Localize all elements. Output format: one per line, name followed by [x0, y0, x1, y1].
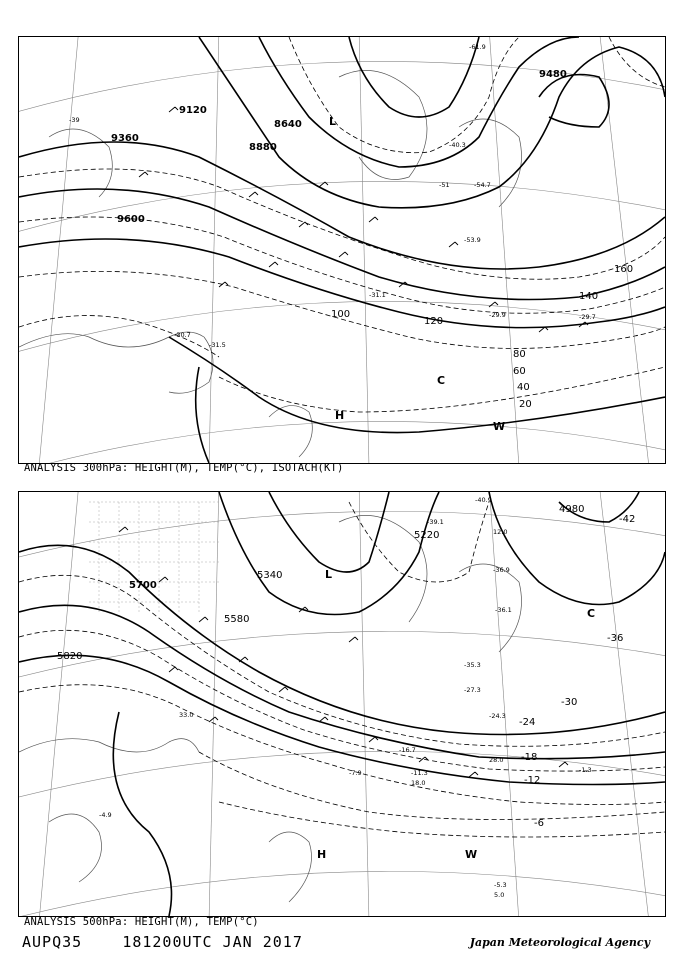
isotherm-labels — [519, 514, 635, 829]
isotherm-label: -6 — [534, 818, 544, 829]
isotach-labels — [331, 264, 633, 410]
isotherm-label: -42 — [619, 514, 636, 525]
obs-label: -40.9 — [475, 496, 492, 504]
obs-label: -7.9 — [349, 769, 362, 777]
isotach-label: 80 — [513, 349, 526, 360]
temp-label: -29.7 — [579, 313, 596, 321]
caption-500hpa: ANALYSIS 500hPa: HEIGHT(M), TEMP(°C) — [24, 916, 259, 928]
height-label: 5700 — [129, 580, 157, 591]
isotach-label: 60 — [513, 366, 526, 377]
low-pressure-marker: L — [329, 115, 337, 128]
temp-label: -40.3 — [449, 141, 466, 149]
isotach-label: 20 — [519, 399, 532, 410]
chart-id: AUPQ35 — [22, 933, 83, 951]
chart-500hpa — [18, 491, 666, 917]
obs-label: -36.1 — [495, 606, 512, 614]
obs-label: -11.3 — [411, 769, 428, 777]
obs-label: -36.9 — [493, 566, 510, 574]
high-pressure-marker: H — [317, 848, 327, 861]
isotach-label: 100 — [331, 309, 351, 320]
isotherm-contours — [19, 37, 665, 412]
height-label: 9120 — [179, 105, 207, 116]
height-label: 9360 — [111, 133, 139, 144]
isotherm-label: -24 — [519, 717, 536, 728]
isotach-label: 140 — [579, 291, 599, 302]
height-labels — [111, 69, 567, 225]
obs-label: 33.0 — [179, 711, 194, 719]
isotherm-label: -30 — [561, 697, 578, 708]
height-label: 5340 — [257, 570, 283, 581]
caption-300hpa: ANALYSIS 300hPa: HEIGHT(M), TEMP(°C), ISOTACH(KT) — [24, 462, 344, 474]
graticule — [19, 37, 665, 463]
obs-label: -35.3 — [464, 661, 481, 669]
height-label: 9600 — [117, 214, 145, 225]
isotherm-label: -12 — [524, 775, 541, 786]
temp-labels — [69, 43, 599, 349]
obs-label: -1.3 — [579, 766, 592, 774]
height-contours — [19, 37, 665, 463]
isotach-label: 120 — [424, 316, 444, 327]
map-300hpa — [19, 37, 665, 463]
obs-label: -24.3 — [489, 712, 506, 720]
obs-label: -5.3 — [494, 881, 507, 889]
temp-label: -54.7 — [474, 181, 491, 189]
temp-label: -31.5 — [209, 341, 226, 349]
isotherm-label: -18 — [521, 752, 538, 763]
temp-label: -51 — [439, 181, 450, 189]
height-label: 4980 — [559, 504, 585, 515]
height-label: 5580 — [224, 614, 250, 625]
obs-label: -39.1 — [427, 518, 444, 526]
temp-label: -53.9 — [464, 236, 481, 244]
low-pressure-marker: L — [325, 568, 333, 581]
warm-marker: W — [465, 848, 478, 861]
obs-label: -27.3 — [464, 686, 481, 694]
obs-label: 18.0 — [411, 779, 426, 787]
height-label: 8640 — [274, 119, 302, 130]
temp-label: -29.9 — [489, 311, 506, 319]
obs-label: 28.0 — [489, 756, 504, 764]
chart-id-line — [22, 933, 303, 951]
isotach-label: 160 — [614, 264, 634, 275]
chart-300hpa — [18, 36, 666, 464]
agency-name: Japan Meteorological Agency — [469, 936, 650, 949]
high-pressure-marker: H — [335, 409, 345, 422]
cold-marker: C — [587, 607, 596, 620]
system-markers — [329, 115, 505, 433]
obs-label: -4.9 — [99, 811, 112, 819]
obs-label: -16.7 — [399, 746, 416, 754]
isotherm-label: -36 — [607, 633, 624, 644]
height-label: 5220 — [414, 530, 440, 541]
isotherm-contours — [19, 502, 665, 837]
height-label: 8880 — [249, 142, 277, 153]
temp-label: -61.9 — [469, 43, 486, 51]
chart-timestamp: 181200UTC JAN 2017 — [122, 933, 303, 951]
obs-label: 12.0 — [493, 528, 508, 536]
height-label: 5820 — [57, 651, 83, 662]
isotach-label: 40 — [517, 382, 530, 393]
temp-label: -30.7 — [174, 331, 191, 339]
temp-label: -31.1 — [369, 291, 386, 299]
obs-label: 5.0 — [494, 891, 505, 899]
warm-marker: W — [493, 420, 506, 433]
temp-label: -39 — [69, 116, 80, 124]
height-label: 9480 — [539, 69, 567, 80]
map-500hpa — [19, 492, 665, 916]
cold-marker: C — [437, 374, 446, 387]
